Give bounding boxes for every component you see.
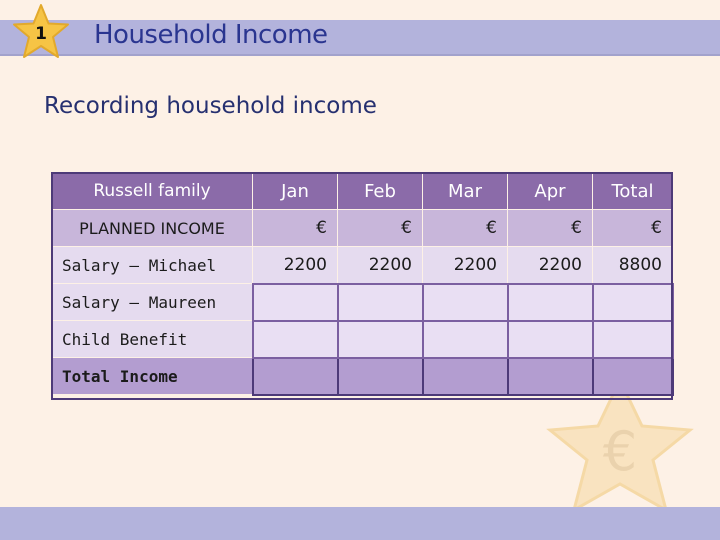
row-total-cell[interactable]: 8800 [593, 247, 673, 284]
euro-star-icon [520, 378, 720, 518]
footer-band [0, 507, 720, 540]
row-label: Salary – Michael [52, 247, 253, 284]
row-total-cell[interactable] [593, 358, 673, 395]
badge-number: 1 [35, 24, 47, 44]
currency-symbol: € [253, 210, 338, 247]
table-cell[interactable] [253, 284, 338, 321]
month-header: Feb [338, 173, 423, 210]
table-cell[interactable] [423, 284, 508, 321]
row-label: Salary – Maureen [52, 284, 253, 321]
section-heading: Recording household income [44, 93, 377, 119]
table-cell[interactable] [508, 358, 593, 395]
family-label: Russell family [52, 173, 253, 210]
watermark-symbol: € [602, 420, 638, 483]
table-cell[interactable] [423, 358, 508, 395]
currency-symbol: € [593, 210, 673, 247]
currency-symbol: € [338, 210, 423, 247]
page-title: Household Income [94, 20, 328, 50]
table-row [52, 247, 673, 284]
table-cell[interactable]: 2200 [423, 247, 508, 284]
table-header-row [52, 173, 673, 210]
month-header: Jan [253, 173, 338, 210]
table-cell[interactable] [253, 321, 338, 358]
table-cell[interactable]: 2200 [508, 247, 593, 284]
total-income-label: Total Income [52, 358, 253, 395]
table-row [52, 321, 673, 358]
table-row [52, 284, 673, 321]
table-cell[interactable] [253, 358, 338, 395]
planned-income-row [52, 210, 673, 247]
row-total-cell[interactable] [593, 321, 673, 358]
table-cell[interactable] [338, 358, 423, 395]
currency-symbol: € [508, 210, 593, 247]
table-cell[interactable]: 2200 [253, 247, 338, 284]
month-header: Mar [423, 173, 508, 210]
table-cell[interactable] [508, 284, 593, 321]
row-total-cell[interactable] [593, 284, 673, 321]
total-header: Total [593, 173, 673, 210]
month-header: Apr [508, 173, 593, 210]
table-cell[interactable] [338, 321, 423, 358]
total-income-row [52, 358, 673, 395]
table-cell[interactable] [338, 284, 423, 321]
planned-income-label: PLANNED INCOME [52, 210, 253, 247]
table-cell[interactable] [423, 321, 508, 358]
table-cell[interactable] [508, 321, 593, 358]
currency-symbol: € [423, 210, 508, 247]
income-table [51, 172, 674, 396]
row-label: Child Benefit [52, 321, 253, 358]
table-cell[interactable]: 2200 [338, 247, 423, 284]
